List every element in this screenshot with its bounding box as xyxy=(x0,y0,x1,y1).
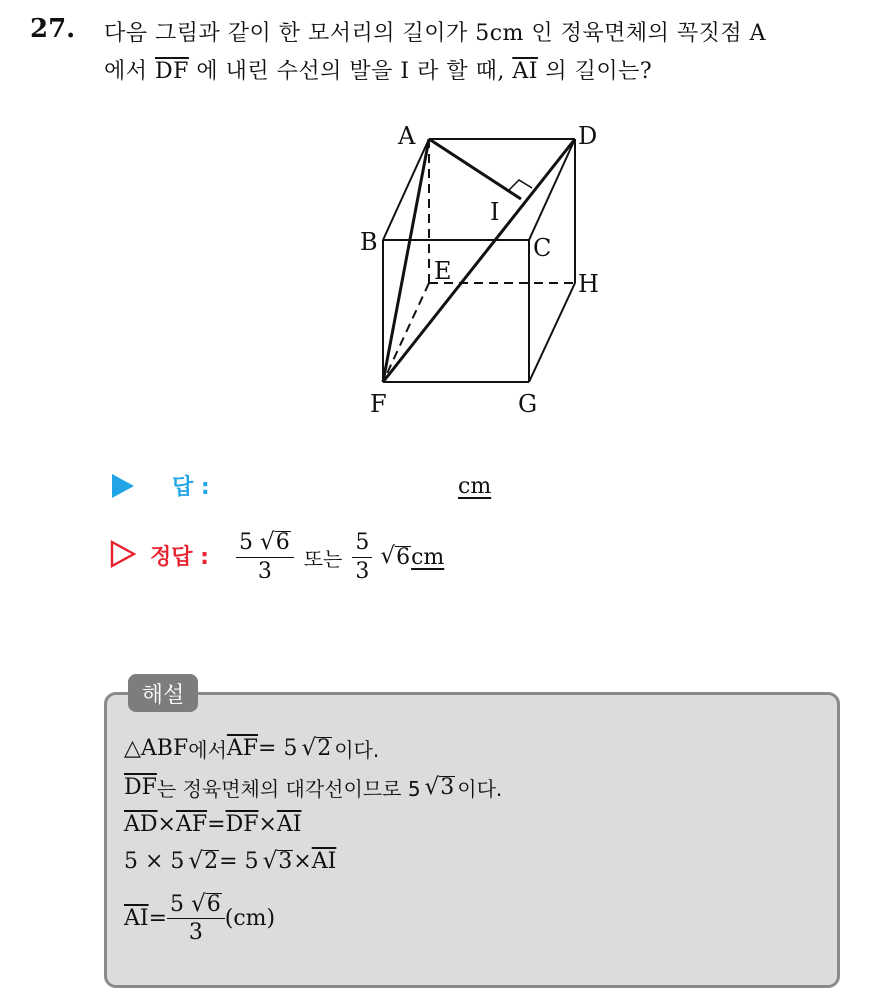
outline-triangle-icon xyxy=(110,540,136,568)
correct-answer-expression xyxy=(236,522,444,592)
solution-line-4: 5 × 5 √ 2 = 5 √ 3 × $\overline{AI}$ xyxy=(124,847,337,875)
correct-unit: cm xyxy=(411,544,445,570)
correct-answer-label: 정답 : xyxy=(150,545,209,570)
vertex-label-d: D xyxy=(578,122,598,150)
foot-label-i: I xyxy=(490,198,500,226)
question-text-part: 에서 xyxy=(104,59,155,84)
solution-line-5: $\overline{AI}$ = 5 √ 6 3 (cm) xyxy=(124,891,276,946)
segment-ai-line xyxy=(429,139,521,199)
cube-figure xyxy=(340,110,620,420)
question-text-line1: 다음 그림과 같이 한 모서리의 길이가 5cm 인 정육면체의 꼭짓점 A xyxy=(104,21,767,46)
vertex-label-b: B xyxy=(360,228,378,256)
fraction-5root6-over-3: 5 √ 6 3 xyxy=(236,530,294,584)
vertex-label-g: G xyxy=(518,390,538,418)
solution-line-2: $\overline{DF}$ 는 정육면체의 대각선이므로 5 √ 3 이다. xyxy=(124,773,503,801)
solution-tab: 해설 xyxy=(128,674,198,712)
play-triangle-icon xyxy=(112,474,134,498)
answer-label: 답 : xyxy=(172,475,210,500)
solution-line-3: $\overline{AD}$ × $\overline{AF}$ = $\overline{DF}$ × $\overline{AI}$ xyxy=(124,812,302,837)
root-6: √ 6 xyxy=(380,543,411,570)
fraction-5-over-3: $\frac{5}{3}$ xyxy=(352,530,372,584)
question-number: 27. xyxy=(30,14,76,44)
question-text-part: 에 내린 수선의 발을 I 라 할 때, xyxy=(188,59,513,84)
vertex-label-h: H xyxy=(578,270,599,298)
correct-answer-row xyxy=(110,522,610,592)
fraction-result: 5 √ 6 3 xyxy=(167,892,225,946)
edge-ab xyxy=(383,139,429,240)
vertex-label-e: E xyxy=(434,257,452,285)
solution-line-1: △ABF 에서 $\overline{AF}$ = 5 √ 2 이다. xyxy=(124,734,380,762)
segment-af-line xyxy=(383,139,429,382)
question-text-part: 의 길이는? xyxy=(537,59,653,84)
question-text-line2 xyxy=(104,54,652,85)
vertex-label-a: A xyxy=(398,122,416,150)
vertex-label-f: F xyxy=(370,390,387,418)
vertex-label-c: C xyxy=(533,234,552,262)
segment-ai: $\overline{AI}$ xyxy=(512,59,538,84)
or-text: 또는 xyxy=(303,546,343,571)
right-angle-mark xyxy=(508,180,532,191)
edge-hg xyxy=(529,283,575,382)
answer-unit: cm xyxy=(458,474,492,499)
answer-row xyxy=(112,470,532,502)
segment-df: $\overline{DF}$ xyxy=(155,59,189,84)
